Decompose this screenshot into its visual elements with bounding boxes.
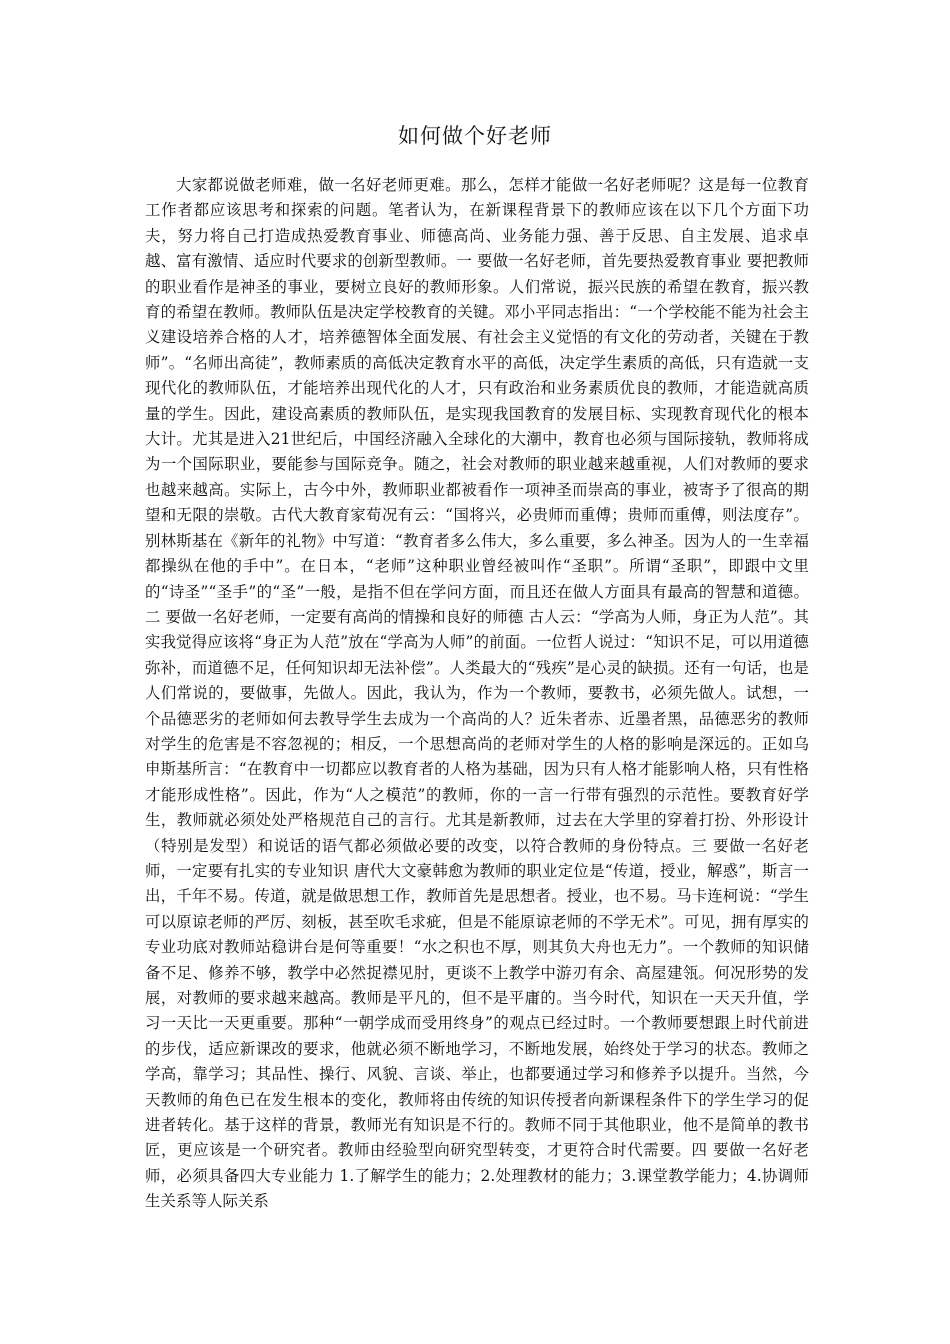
document-title: 如何做个好老师 [398,124,552,148]
document-body-paragraph: 大家都说做老师难，做一名好老师更难。那么，怎样才能做一名好老师呢？这是每一位教育工作者都应该思考和探索的问题。笔者认为，在新课程背景下的教师应该在以下几个方面下功夫，努力将自己打造成热爱教育事业、师德高尚、业务能力强、善于反思、自主发展、追求卓越、富有激情、适应时代要求的创新型教师。一 要做一名好老师，首先要热爱教育事业 要把教师的职业看作是神圣的事业，要树立良好的教师形象。人们常说，振兴民族的希望在教育，振兴教育的希望在教师。教师队伍是决定学校教育的关键。邓小平同志指出：“一个学校能不能为社会主义建设培养合格的人才，培养德智体全面发展、有社会主义觉悟的有文化的劳动者，关键在于教师”。“名师出高徒”，教师素质的高低决定教育水平的高低，决定学生素质的高低，只有造就一支现代化的教师队伍，才能培养出现代化的人才，只有政治和业务素质优良的教师，才能造就高质量的学生。因此，建设高素质的教师队伍，是实现我国教育的发展目标、实现教育现代化的根本大计。尤其是进入21世纪后，中国经济融入全球化的大潮中，教育也必须与国际接轨，教师将成为一个国际职业，要能参与国际竞争。随之，社会对教师的职业越来越重视，人们对教师的要求也越来越高。实际上，古今中外，教师职业都被看作一项神圣而崇高的事业，被寄予了很高的期望和无限的崇敬。古代大教育家荀况有云：“国将兴，必贵师而重傅；贵师而重傅，则法度存”。别林斯基在《新年的礼物》中写道：“教育者多么伟大，多么重要，多么神圣。因为人的一生幸福都操纵在他的手中”。在日本，“老师”这种职业曾经被叫作“圣职”。所谓“圣职”，即跟中文里的“诗圣”“圣手”的“圣”一般，是指不但在学问方面，而且还在做人方面具有最高的智慧和道德。二 要做一名好老师，一定要有高尚的情操和良好的师德 古人云：“学高为人师，身正为人范”。其实我觉得应该将“身正为人范”放在“学高为人师”的前面。一位哲人说过：“知识不足，可以用道德弥补，而道德不足，任何知识却无法补偿”。人类最大的“残疾”是心灵的缺损。还有一句话，也是人们常说的，要做事，先做人。因此，我认为，作为一个教师，要教书，必须先做人。试想，一个品德恶劣的老师如何去教导学生去成为一个高尚的人？近朱者赤、近墨者黑，品德恶劣的教师对学生的危害是不容忽视的；相反，一个思想高尚的老师对学生的人格的影响是深远的。正如乌申斯基所言：“在教育中一切都应以教育者的人格为基础，因为只有人格才能影响人格，只有性格才能形成性格”。因此，作为“人之模范”的教师，你的一言一行带有强烈的示范性。要教育好学生，教师就必须处处严格规范自己的言行。尤其是新教师，过去在大学里的穿着打扮、外形设计（特别是发型）和说话的语气都必须做必要的改变，以符合教师的身份特点。三 要做一名好老师，一定要有扎实的专业知识 唐代大文豪韩愈为教师的职业定位是“传道，授业，解惑”，斯言一出，千年不易。传道，就是做思想工作，教师首先是思想者。授业，也不易。马卡连柯说：“学生可以原谅老师的严厉、刻板，甚至吹毛求疵，但是不能原谅老师的不学无术”。可见，拥有厚实的专业功底对教师站稳讲台是何等重要！“水之积也不厚，则其负大舟也无力”。一个教师的知识储备不足、修养不够，教学中必然捉襟见肘，更谈不上教学中游刃有余、高屋建瓴。何况形势的发展，对教师的要求越来越高。教师是平凡的，但不是平庸的。当今时代，知识在一天天升值，学习一天比一天更重要。那种“一朝学成而受用终身”的观点已经过时。一个教师要想跟上时代前进的步伐，适应新课改的要求，他就必须不断地学习，不断地发展，始终处于学习的状态。教师之学高，靠学习；其品性、操行、风貌、言谈、举止，也都要通过学习和修养予以提升。当然，今天教师的角色已在发生根本的变化，教师将由传统的知识传授者向新课程条件下的学生学习的促进者转化。基于这样的背景，教师光有知识是不行的。教师不同于其他职业，他不是简单的教书匠，更应该是一个研究者。教师由经验型向研究型转变，才更符合时代需要。四 要做一名好老师，必须具备四大专业能力 1.了解学生的能力；2.处理教材的能力；3.课堂教学能力；4.协调师生关系等人际关系 [145,176,809,1211]
